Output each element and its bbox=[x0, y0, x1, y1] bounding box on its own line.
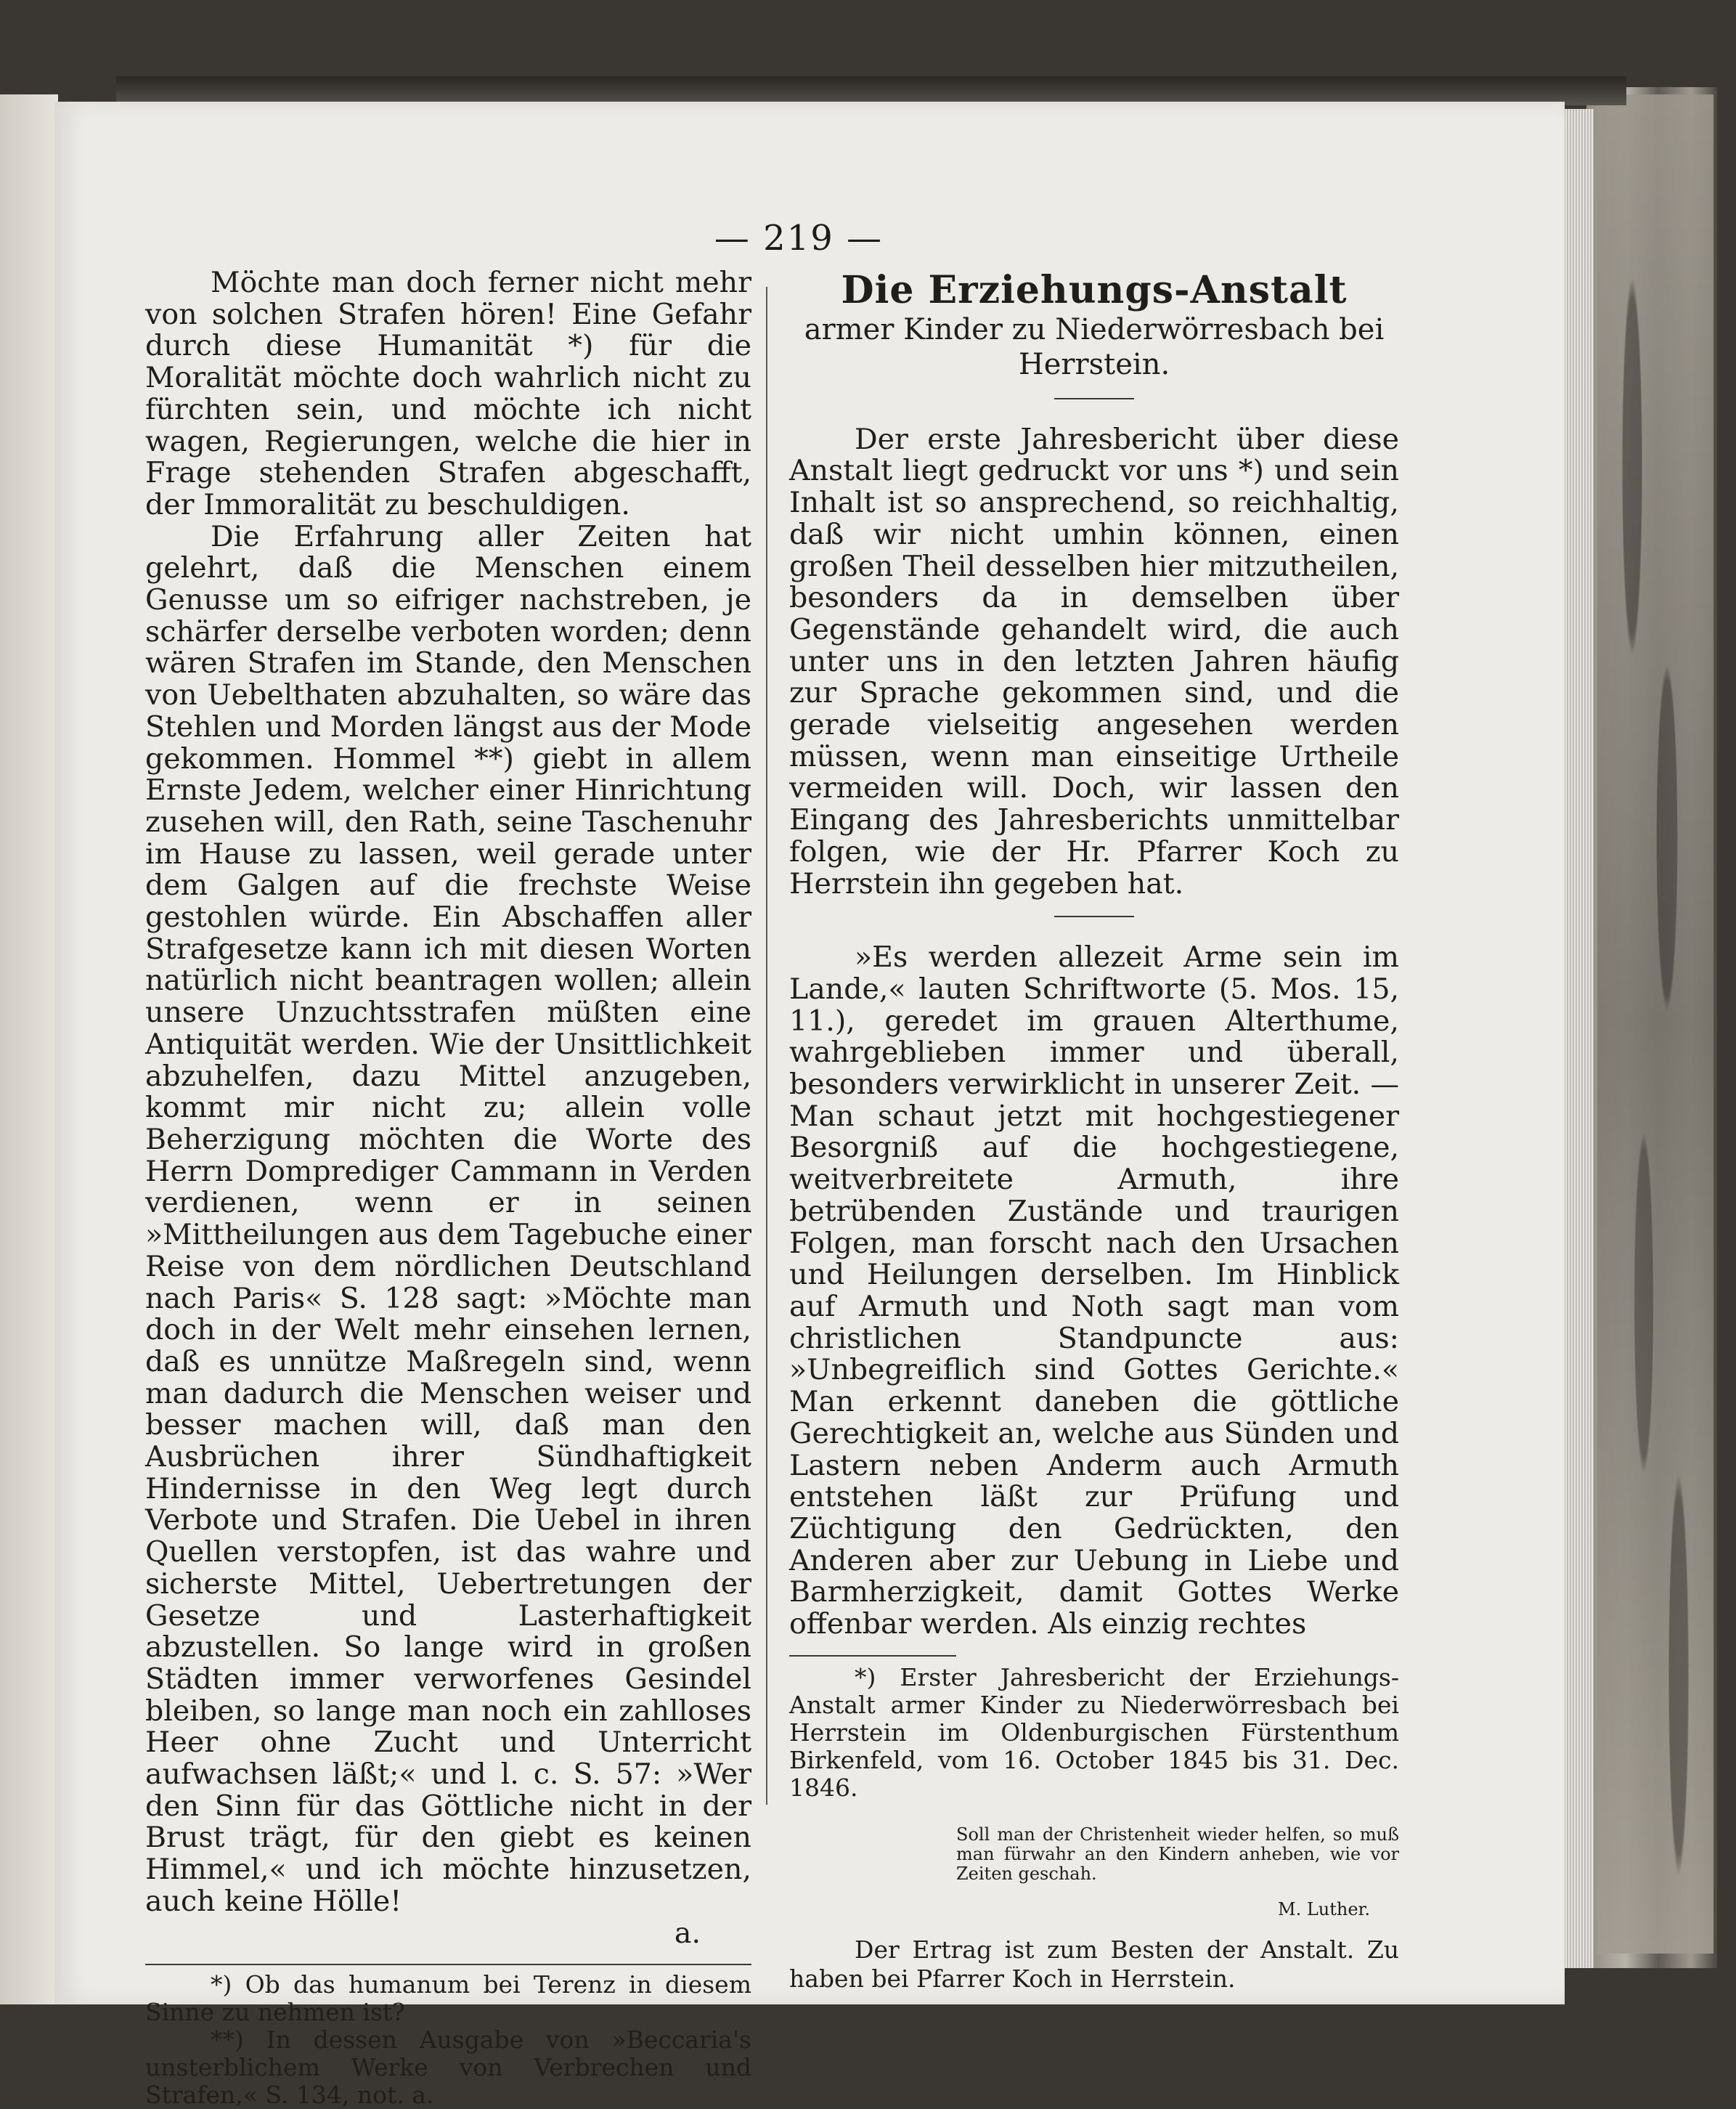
right-column bbox=[789, 267, 1399, 1994]
left-column bbox=[145, 267, 751, 2109]
marbled-cover bbox=[1597, 94, 1713, 1954]
left-paragraph-1: Möchte man doch ferner nicht mehr von solchen Strafen hören! Eine Gefahr durch diese Humanität *) für die Moralität möchte doch wahrlich nicht zu fürchten sein, und möchte ich nicht wagen, Regierungen, welche die hier in Frage stehenden Strafen abgeschafft, der Immoralität zu beschuldigen. bbox=[145, 266, 751, 521]
section-divider bbox=[1054, 398, 1134, 399]
top-binding bbox=[116, 76, 1626, 105]
right-paragraph-2: »Es werden allezeit Arme sein im Lande,« lauten Schriftworte (5. Mos. 15, 11.), geredet im grauen Alterthume, wahrgeblieben immer und überall, besonders verwirklicht in unserer Zeit. — Man schaut jetzt mit hochgestiegener Besorgniß auf die hochgestiegene, weitverbreitete Armuth, ihre betrübenden Zustände und traurigen Folgen, man forscht nach den Ursachen und Heilungen derselben. Im Hinblick auf Armuth und Noth sagt man vom christlichen Standpuncte aus: »Unbegreiflich sind Gottes Gerichte.« Man erkennt daneben die göttliche Gerechtigkeit an, welche aus Sünden und Lastern neben Anderm auch Armuth entstehen läßt zur Prüfung und Züchtigung den Gedrückten, den Anderen aber zur Uebung in Liebe und Barmherzigkeit, damit Gottes Werke offenbar werden. Als einzig rechtes bbox=[789, 940, 1399, 1641]
left-page-edge bbox=[0, 94, 58, 2004]
right-footnote: *) Erster Jahresbericht der Erziehungs-Anstalt armer Kinder zu Niederwörresbach bei Herrstein im Oldenburgischen Fürstenthum Birkenfeld, vom 16. October 1845 bis 31. Dec. 1846. bbox=[789, 1662, 1399, 1802]
motto-author: M. Luther. bbox=[1278, 1898, 1370, 1919]
signature: a. bbox=[674, 1916, 701, 1950]
section-divider-2 bbox=[1054, 916, 1134, 917]
luther-motto: Soll man der Christenheit wieder helfen, so muß man fürwahr an den Kindern anheben, wie vor Zeiten geschah. bbox=[956, 1824, 1399, 1884]
left-signature-line bbox=[145, 1918, 751, 1950]
left-footnotes bbox=[145, 1964, 751, 2109]
footnote-divider bbox=[789, 1655, 956, 1657]
footnote-1: *) Ob das humanum bei Terenz in diesem Sinne zu nehmen ist? bbox=[145, 1970, 751, 2027]
article-title: Die Erziehungs-Anstalt bbox=[841, 268, 1348, 312]
column-divider bbox=[766, 287, 767, 1805]
article-subtitle: armer Kinder zu Niederwörresbach bei Herrstein. bbox=[804, 312, 1385, 381]
page-number: — 219 — bbox=[714, 218, 884, 259]
left-paragraph-2: Die Erfahrung aller Zeiten hat gelehrt, daß die Menschen einem Genusse um so eifriger nachstreben, je schärfer derselbe verboten worden; denn wären Strafen im Stande, den Menschen von Uebelthaten abzuhalten, so wäre das Stehlen und Morden längst aus der Mode gekommen. Hommel **) giebt in allem Ernste Jedem, welcher einer Hinrichtung zusehen will, den Rath, seine Taschenuhr im Hause zu lassen, weil gerade unter dem Galgen auf die frechste Weise gestohlen würde. Ein Abschaffen aller Strafgesetze kann ich mit diesen Worten natürlich nicht beantragen wollen; allein unsere Unzuchtsstrafen müßten eine Antiquität werden. Wie der Unsittlichkeit abzuhelfen, dazu Mittel anzugeben, kommt mir nicht zu; allein volle Beherzigung möchten die Worte des Herrn Domprediger Cammann in Verden verdienen, wenn er in seinen »Mittheilungen aus dem Tagebuche einer Reise von dem nördlichen Deutschland nach Paris« S. 128 sagt: »Möchte man doch in der Welt mehr einsehen lernen, daß es unnütze Maßregeln sind, wenn man dadurch die Menschen weiser und besser machen will, daß man den Ausbrüchen ihrer Sündhaftigkeit Hindernisse in den Weg legt durch Verbote und Strafen. Die Uebel in ihren Quellen verstopfen, ist das wahre und sicherste Mittel, Uebertretungen der Gesetze und Lasterhaftigkeit abzustellen. So lange wird in großen Städten immer verworfenes Gesindel bleiben, so lange man noch ein zahlloses Heer ohne Zucht und Unterricht aufwachsen läßt;« und l. c. S. 57: »Wer den Sinn für das Göttliche nicht in der Brust trägt, für den giebt es keinen Himmel,« und ich möchte hinzusetzen, auch keine Hölle! bbox=[145, 519, 751, 1918]
right-paragraph-1: Der erste Jahresbericht über diese Anstalt liegt gedruckt vor uns *) und sein Inhalt ist so ansprechend, so reichhaltig, daß wir nicht umhin können, einen großen Theil desselben hier mitzutheilen, besonders da in demselben über Gegenstände gehandelt wird, die auch unter uns in den letzten Jahren häufig zur Sprache gekommen sind, und die gerade vielseitig angesehen werden müssen, wenn man einseitige Urtheile vermeiden will. Doch, wir lassen den Eingang des Jahresberichts unmittelbar folgen, wie der Hr. Pfarrer Koch zu Herrstein ihn gegeben hat. bbox=[789, 422, 1399, 901]
proceeds-note: Der Ertrag ist zum Besten der Anstalt. Zu haben bei Pfarrer Koch in Herrstein. bbox=[789, 1935, 1399, 1994]
footnote-2: **) In dessen Ausgabe von »Beccaria's unsterblichem Werke von Verbrechen und Strafen,« S. 134, not. a. bbox=[145, 2025, 751, 2109]
